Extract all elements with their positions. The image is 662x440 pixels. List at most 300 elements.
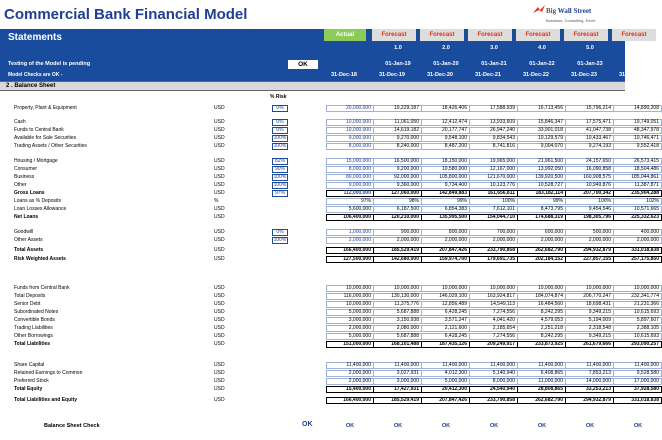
value-cell[interactable]: 12,856,489 bbox=[422, 301, 470, 308]
value-cell[interactable]: 10,528,727 bbox=[518, 182, 566, 189]
row-label: Net Loans bbox=[14, 214, 39, 220]
value-cell[interactable]: 800,000 bbox=[422, 229, 470, 236]
value-cell[interactable]: 16,090,858 bbox=[566, 166, 614, 173]
value-cell[interactable]: 257,175,850 bbox=[614, 256, 662, 263]
risk-percent-input[interactable]: 82% bbox=[272, 158, 288, 165]
row-unit: USD bbox=[214, 182, 225, 188]
value-cell[interactable]: 233,873,925 bbox=[518, 341, 566, 348]
value-cell[interactable]: 8,473,795 bbox=[518, 206, 566, 213]
value-cell[interactable]: 10,571,665 bbox=[614, 206, 662, 213]
value-cell[interactable]: 11,000,000 bbox=[518, 378, 566, 385]
value-cell[interactable]: 9,000,000 bbox=[326, 182, 374, 189]
value-cell[interactable]: 15,000,000 bbox=[326, 158, 374, 165]
row-unit: USD bbox=[214, 341, 225, 347]
row-label: Funds to Central Bank bbox=[14, 127, 64, 133]
value-cell[interactable]: 9,274,193 bbox=[566, 143, 614, 150]
value-cell[interactable]: 166,400,000 bbox=[326, 397, 374, 404]
value-cell[interactable]: 154,044,710 bbox=[470, 214, 518, 221]
value-cell[interactable]: 2,000,000 bbox=[374, 237, 422, 244]
value-cell[interactable]: 160,908,575 bbox=[566, 174, 614, 181]
value-cell[interactable]: 2,318,548 bbox=[566, 325, 614, 332]
value-cell[interactable]: 1,000,000 bbox=[326, 229, 374, 236]
value-cell[interactable]: 2,000,000 bbox=[614, 237, 662, 244]
row-unit: USD bbox=[214, 127, 225, 133]
table-row bbox=[0, 214, 659, 221]
testing-status[interactable]: OK bbox=[288, 60, 318, 69]
value-cell[interactable]: 9,004,070 bbox=[518, 143, 566, 150]
value-cell[interactable]: 233,790,858 bbox=[470, 247, 518, 254]
value-cell[interactable]: 206,770,247 bbox=[566, 293, 614, 300]
table-row bbox=[0, 174, 659, 181]
value-cell[interactable]: 294,932,879 bbox=[566, 397, 614, 404]
value-cell[interactable]: 10,000,000 bbox=[326, 301, 374, 308]
value-cell[interactable]: 10,746,471 bbox=[614, 135, 662, 142]
value-cell[interactable]: 5,897,607 bbox=[614, 317, 662, 324]
value-cell[interactable]: 9,552,418 bbox=[614, 143, 662, 150]
value-cell[interactable]: 7,612,101 bbox=[470, 206, 518, 213]
value-cell[interactable]: 5,687,888 bbox=[374, 333, 422, 340]
value-cell[interactable]: 6,408,865 bbox=[518, 370, 566, 377]
value-cell[interactable]: 19,749,051 bbox=[614, 119, 662, 126]
value-cell[interactable]: 2,000,000 bbox=[326, 237, 374, 244]
closing-date: 31-Dec-19 bbox=[379, 72, 405, 78]
value-cell[interactable]: 12,412,474 bbox=[422, 119, 470, 126]
value-cell[interactable]: 105,800,000 bbox=[422, 174, 470, 181]
value-cell[interactable]: 10,000,000 bbox=[566, 285, 614, 292]
value-cell[interactable]: 331,018,838 bbox=[614, 397, 662, 404]
value-cell[interactable]: 127,500,000 bbox=[326, 256, 374, 263]
value-cell[interactable]: 21,961,500 bbox=[518, 158, 566, 165]
table-row bbox=[0, 285, 659, 292]
value-cell[interactable]: 5,000,000 bbox=[422, 378, 470, 385]
value-cell[interactable]: 10,129,579 bbox=[518, 135, 566, 142]
value-cell[interactable]: 187,435,126 bbox=[422, 341, 470, 348]
value-cell[interactable]: 100% bbox=[470, 198, 518, 205]
value-cell[interactable]: 163,924,817 bbox=[470, 293, 518, 300]
value-cell[interactable]: 235,904,288 bbox=[614, 190, 662, 197]
value-cell[interactable]: 331,018,838 bbox=[614, 247, 662, 254]
risk-percent-input[interactable]: 97% bbox=[272, 190, 288, 197]
value-cell[interactable]: 2,000,000 bbox=[326, 325, 374, 332]
row-label: Gross Loans bbox=[14, 190, 45, 196]
value-cell[interactable]: 8,242,295 bbox=[518, 309, 566, 316]
row-unit: USD bbox=[214, 190, 225, 196]
forecast-column-header: Forecast bbox=[612, 29, 656, 41]
section-title: 2 . Balance Sheet bbox=[6, 83, 56, 89]
value-cell[interactable]: 232,341,774 bbox=[614, 293, 662, 300]
table-row bbox=[0, 341, 659, 348]
value-cell[interactable]: 10,000,000 bbox=[326, 119, 374, 126]
value-cell[interactable]: 9,454,546 bbox=[566, 206, 614, 213]
risk-percent-input[interactable]: 0% bbox=[272, 105, 288, 112]
value-cell[interactable]: 10,615,693 bbox=[614, 333, 662, 340]
value-cell[interactable]: 8,741,816 bbox=[470, 143, 518, 150]
value-cell[interactable]: 11,400,000 bbox=[326, 362, 374, 369]
check-cell: OK bbox=[345, 423, 355, 429]
row-label: Housing / Mortgage bbox=[14, 158, 58, 164]
value-cell[interactable]: 8,000,000 bbox=[326, 143, 374, 150]
model-checks-label: Model Checks are OK - bbox=[8, 72, 63, 78]
value-cell[interactable]: 2,388,105 bbox=[614, 325, 662, 332]
value-cell[interactable]: 184,074,874 bbox=[518, 293, 566, 300]
value-cell[interactable]: 3,027,931 bbox=[374, 370, 422, 377]
row-label: Total Liabilities and Equity bbox=[14, 397, 77, 403]
value-cell[interactable]: 700,000 bbox=[470, 229, 518, 236]
value-cell[interactable]: 209,249,917 bbox=[470, 341, 518, 348]
value-cell[interactable]: 24,540,940 bbox=[470, 386, 518, 393]
value-cell[interactable]: 207,847,426 bbox=[422, 247, 470, 254]
value-cell[interactable]: 10,615,693 bbox=[614, 309, 662, 316]
value-cell[interactable]: 121,670,000 bbox=[470, 174, 518, 181]
row-label: Loans as % Deposits bbox=[14, 198, 61, 204]
row-unit: USD bbox=[214, 293, 225, 299]
value-cell[interactable]: 21,231,366 bbox=[614, 301, 662, 308]
table-row bbox=[0, 198, 659, 205]
opening-date: 01-Jan-19 bbox=[385, 61, 411, 67]
value-cell[interactable]: 9,000,000 bbox=[326, 135, 374, 142]
value-cell[interactable]: 500,000 bbox=[566, 229, 614, 236]
value-cell[interactable]: 11,400,000 bbox=[566, 362, 614, 369]
value-cell[interactable]: 92,000,000 bbox=[374, 174, 422, 181]
value-cell[interactable]: 261,679,666 bbox=[566, 341, 614, 348]
value-cell[interactable]: 14,619,182 bbox=[374, 127, 422, 134]
value-cell[interactable]: 9,270,000 bbox=[374, 135, 422, 142]
risk-percent-input[interactable]: 0% bbox=[272, 229, 288, 236]
balance-sheet-check-row bbox=[0, 421, 643, 431]
value-cell[interactable]: 7,274,556 bbox=[470, 333, 518, 340]
value-cell[interactable]: 135,995,500 bbox=[422, 214, 470, 221]
row-label: Retained Earnings to Common bbox=[14, 370, 83, 376]
row-unit: USD bbox=[214, 397, 225, 403]
value-cell[interactable]: 8,487,200 bbox=[422, 143, 470, 150]
value-cell[interactable]: 11,061,050 bbox=[374, 119, 422, 126]
row-unit: USD bbox=[214, 386, 225, 392]
value-cell[interactable]: 6,187,500 bbox=[374, 206, 422, 213]
value-cell[interactable]: 7,853,213 bbox=[566, 370, 614, 377]
value-cell[interactable]: 9,548,100 bbox=[422, 135, 470, 142]
value-cell[interactable]: 14,549,113 bbox=[470, 301, 518, 308]
value-cell[interactable]: 166,400,000 bbox=[326, 247, 374, 254]
row-label: Trading Assets / Other Securities bbox=[14, 143, 87, 149]
row-unit: USD bbox=[214, 247, 225, 253]
row-unit: USD bbox=[214, 237, 225, 243]
table-row bbox=[0, 119, 659, 126]
row-unit: % bbox=[214, 198, 219, 204]
value-cell[interactable]: 11,400,000 bbox=[614, 362, 662, 369]
value-cell[interactable]: 10,433,467 bbox=[566, 135, 614, 142]
value-cell[interactable]: 19,965,000 bbox=[470, 158, 518, 165]
risk-percent-input[interactable]: 100% bbox=[273, 135, 287, 141]
value-cell[interactable]: 4,579,053 bbox=[518, 317, 566, 324]
value-cell[interactable]: 19,229,187 bbox=[374, 105, 422, 112]
value-cell[interactable]: 18,698,431 bbox=[566, 301, 614, 308]
value-cell[interactable]: 9,349,215 bbox=[566, 333, 614, 340]
value-cell[interactable]: 400,000 bbox=[614, 229, 662, 236]
value-cell[interactable]: 14,000,000 bbox=[566, 378, 614, 385]
value-cell[interactable]: 48,347,978 bbox=[614, 127, 662, 134]
value-cell[interactable]: 100% bbox=[566, 198, 614, 205]
forecast-column-header: Forecast bbox=[564, 29, 608, 41]
value-cell[interactable]: 5,194,009 bbox=[566, 317, 614, 324]
statements-title: Statements bbox=[8, 32, 62, 43]
closing-date: 31-Dec-20 bbox=[427, 72, 453, 78]
value-cell[interactable]: 3,571,247 bbox=[422, 317, 470, 324]
value-cell[interactable]: 159,974,700 bbox=[422, 256, 470, 263]
value-cell[interactable]: 18,150,000 bbox=[422, 158, 470, 165]
value-cell[interactable]: 2,000,000 bbox=[326, 370, 374, 377]
value-cell[interactable]: 80,000,000 bbox=[326, 174, 374, 181]
bird-logo-icon bbox=[532, 3, 546, 17]
value-cell[interactable]: 20,000,000 bbox=[326, 105, 374, 112]
value-cell[interactable]: 99% bbox=[422, 198, 470, 205]
value-cell[interactable]: 17,000,000 bbox=[614, 378, 662, 385]
closing-date: 31-Dec-22 bbox=[523, 72, 549, 78]
risk-percent-input[interactable]: 100% bbox=[273, 237, 287, 243]
value-cell[interactable]: 293,090,257 bbox=[614, 341, 662, 348]
opening-date: 01-Jan-20 bbox=[433, 61, 459, 67]
value-cell[interactable]: 16,484,560 bbox=[518, 301, 566, 308]
row-unit: USD bbox=[214, 333, 225, 339]
value-cell[interactable]: 233,790,858 bbox=[470, 397, 518, 404]
value-cell[interactable]: 10,123,776 bbox=[470, 182, 518, 189]
value-cell[interactable]: 33,901,018 bbox=[518, 127, 566, 134]
value-cell[interactable]: 142,849,883 bbox=[422, 190, 470, 197]
value-cell[interactable]: 5,000,000 bbox=[326, 309, 374, 316]
table-row bbox=[0, 386, 659, 393]
value-cell[interactable]: 9,360,000 bbox=[374, 182, 422, 189]
value-cell[interactable]: 8,240,000 bbox=[374, 143, 422, 150]
value-cell[interactable]: 10,000,000 bbox=[518, 285, 566, 292]
check-cell: OK bbox=[633, 423, 643, 429]
value-cell[interactable]: 127,060,000 bbox=[374, 190, 422, 197]
value-cell[interactable]: 106,400,000 bbox=[326, 214, 374, 221]
table-row bbox=[0, 166, 659, 173]
row-label: Preferred Stock bbox=[14, 378, 49, 384]
value-cell[interactable]: 26,573,415 bbox=[614, 158, 662, 165]
value-cell[interactable]: 185,044,861 bbox=[614, 174, 662, 181]
value-cell[interactable]: 10,000,000 bbox=[470, 285, 518, 292]
period-number: 2.0 bbox=[442, 45, 450, 51]
value-cell[interactable]: 18,504,486 bbox=[614, 166, 662, 173]
value-cell[interactable]: 4,012,300 bbox=[422, 370, 470, 377]
value-cell[interactable]: 15,846,347 bbox=[518, 119, 566, 126]
row-label: Other bbox=[14, 182, 27, 188]
row-unit: USD bbox=[214, 143, 225, 149]
value-cell[interactable]: 13,933,609 bbox=[470, 119, 518, 126]
row-label: Funds from Central Bank bbox=[14, 285, 70, 291]
row-label: Cash bbox=[14, 119, 26, 125]
value-cell[interactable]: 142,680,000 bbox=[374, 256, 422, 263]
value-cell[interactable]: 202,184,152 bbox=[518, 256, 566, 263]
value-cell[interactable]: 2,000,000 bbox=[566, 237, 614, 244]
value-cell[interactable]: 5,600,000 bbox=[326, 206, 374, 213]
value-cell[interactable]: 2,000,000 bbox=[326, 378, 374, 385]
value-cell[interactable]: 2,185,654 bbox=[470, 325, 518, 332]
period-number: 5.0 bbox=[586, 45, 594, 51]
value-cell[interactable]: 16,500,000 bbox=[374, 158, 422, 165]
risk-percent-input[interactable]: 100% bbox=[273, 182, 287, 188]
value-cell[interactable]: 10,580,000 bbox=[422, 166, 470, 173]
value-cell[interactable]: 185,529,419 bbox=[374, 247, 422, 254]
value-cell[interactable]: 11,375,776 bbox=[374, 301, 422, 308]
table-row bbox=[0, 309, 659, 316]
row-label: Total Deposits bbox=[14, 293, 46, 299]
value-cell[interactable]: 9,200,000 bbox=[374, 166, 422, 173]
value-cell[interactable]: 20,412,300 bbox=[422, 386, 470, 393]
value-cell[interactable]: 5,140,940 bbox=[470, 370, 518, 377]
table-row bbox=[0, 158, 659, 165]
value-cell[interactable]: 10,000,000 bbox=[374, 285, 422, 292]
value-cell[interactable]: 227,857,155 bbox=[566, 256, 614, 263]
value-cell[interactable]: 168,101,488 bbox=[374, 341, 422, 348]
value-cell[interactable]: 112,000,000 bbox=[326, 190, 374, 197]
value-cell[interactable]: 41,047,738 bbox=[566, 127, 614, 134]
value-cell[interactable]: 116,000,000 bbox=[326, 293, 374, 300]
row-label: Consumer bbox=[14, 166, 38, 172]
logo-tagline: Business, Consulting, Excel bbox=[546, 18, 596, 23]
value-cell[interactable]: 6,854,383 bbox=[422, 206, 470, 213]
value-cell[interactable]: 18,426,406 bbox=[422, 105, 470, 112]
value-cell[interactable]: 11,400,000 bbox=[518, 362, 566, 369]
value-cell[interactable]: 120,210,000 bbox=[374, 214, 422, 221]
value-cell[interactable]: 2,000,000 bbox=[422, 237, 470, 244]
value-cell[interactable]: 15,400,000 bbox=[326, 386, 374, 393]
value-cell[interactable]: 9,734,400 bbox=[422, 182, 470, 189]
value-cell[interactable]: 146,029,100 bbox=[422, 293, 470, 300]
value-cell[interactable]: 2,251,218 bbox=[518, 325, 566, 332]
value-cell[interactable]: 20,177,747 bbox=[422, 127, 470, 134]
value-cell[interactable]: 2,000,000 bbox=[518, 237, 566, 244]
risk-percent-input[interactable]: 100% bbox=[273, 174, 287, 180]
value-cell[interactable]: 3,000,000 bbox=[326, 317, 374, 324]
row-unit: USD bbox=[214, 362, 225, 368]
value-cell[interactable]: 5,687,888 bbox=[374, 309, 422, 316]
value-cell[interactable]: 8,000,000 bbox=[470, 378, 518, 385]
value-cell[interactable]: 2,000,000 bbox=[470, 237, 518, 244]
risk-percent-input[interactable]: 100% bbox=[273, 143, 287, 149]
value-cell[interactable]: 207,700,342 bbox=[566, 190, 614, 197]
table-row bbox=[0, 301, 659, 308]
value-cell[interactable]: 11,400,000 bbox=[422, 362, 470, 369]
value-cell[interactable]: 161,656,811 bbox=[470, 190, 518, 197]
check-label: Balance Sheet Check bbox=[44, 423, 100, 429]
value-cell[interactable]: 179,691,735 bbox=[470, 256, 518, 263]
value-cell[interactable]: 3,000,000 bbox=[374, 378, 422, 385]
value-cell[interactable]: 185,529,419 bbox=[374, 397, 422, 404]
value-cell[interactable]: 294,932,879 bbox=[566, 247, 614, 254]
value-cell[interactable]: 2,121,600 bbox=[422, 325, 470, 332]
value-cell[interactable]: 600,000 bbox=[518, 229, 566, 236]
value-cell[interactable]: 17,427,931 bbox=[374, 386, 422, 393]
value-cell[interactable]: 17,588,939 bbox=[470, 105, 518, 112]
value-cell[interactable]: 9,528,580 bbox=[614, 370, 662, 377]
value-cell[interactable]: 7,274,556 bbox=[470, 309, 518, 316]
value-cell[interactable]: 4,041,420 bbox=[470, 317, 518, 324]
value-cell[interactable]: 198,305,796 bbox=[566, 214, 614, 221]
value-cell[interactable]: 10,000,000 bbox=[614, 285, 662, 292]
value-cell[interactable]: 3,150,938 bbox=[374, 317, 422, 324]
value-cell[interactable]: 10,000,000 bbox=[422, 285, 470, 292]
value-cell[interactable]: 6,428,245 bbox=[422, 309, 470, 316]
value-cell[interactable]: 174,688,319 bbox=[518, 214, 566, 221]
forecast-column-header: Forecast bbox=[420, 29, 464, 41]
table-row bbox=[0, 325, 659, 332]
value-cell[interactable]: 10,000,000 bbox=[326, 127, 374, 134]
risk-percent-input[interactable]: 0% bbox=[272, 127, 288, 134]
value-cell[interactable]: 15,796,214 bbox=[566, 105, 614, 112]
value-cell[interactable]: 900,000 bbox=[374, 229, 422, 236]
row-unit: USD bbox=[214, 135, 225, 141]
testing-label: Testing of the Model is pending bbox=[8, 61, 91, 67]
row-unit: USD bbox=[214, 105, 225, 111]
risk-percent-input[interactable]: 0% bbox=[272, 119, 288, 126]
risk-percent-input[interactable]: 90% bbox=[272, 166, 288, 173]
table-row bbox=[0, 206, 659, 213]
value-cell[interactable]: 2,080,000 bbox=[374, 325, 422, 332]
value-cell[interactable]: 24,157,650 bbox=[566, 158, 614, 165]
value-cell[interactable]: 98% bbox=[374, 198, 422, 205]
value-cell[interactable]: 11,387,871 bbox=[614, 182, 662, 189]
value-cell[interactable]: 10,000,000 bbox=[326, 285, 374, 292]
value-cell[interactable]: 102% bbox=[614, 198, 662, 205]
value-cell[interactable]: 11,400,000 bbox=[374, 362, 422, 369]
table-row bbox=[0, 333, 659, 340]
table-row bbox=[0, 105, 659, 112]
value-cell[interactable]: 99% bbox=[518, 198, 566, 205]
row-unit: USD bbox=[214, 158, 225, 164]
value-cell[interactable]: 9,834,543 bbox=[470, 135, 518, 142]
value-cell[interactable]: 130,130,000 bbox=[374, 293, 422, 300]
period-number: 4.0 bbox=[538, 45, 546, 51]
value-cell[interactable]: 12,167,000 bbox=[470, 166, 518, 173]
value-cell[interactable]: 151,000,000 bbox=[326, 341, 374, 348]
value-cell[interactable]: 8,242,295 bbox=[518, 333, 566, 340]
value-cell[interactable]: 26,947,240 bbox=[470, 127, 518, 134]
row-label: Senior Debt bbox=[14, 301, 41, 307]
closing-date: 31-Dec-21 bbox=[475, 72, 501, 78]
value-cell[interactable]: 6,428,245 bbox=[422, 333, 470, 340]
row-unit: USD bbox=[214, 370, 225, 376]
value-cell[interactable]: 28,808,865 bbox=[518, 386, 566, 393]
forecast-column-header: Forecast bbox=[516, 29, 560, 41]
value-cell[interactable]: 183,182,114 bbox=[518, 190, 566, 197]
value-cell[interactable]: 37,928,580 bbox=[614, 386, 662, 393]
value-cell[interactable]: 13,992,050 bbox=[518, 166, 566, 173]
value-cell[interactable]: 17,575,471 bbox=[566, 119, 614, 126]
value-cell[interactable]: 10,949,876 bbox=[566, 182, 614, 189]
value-cell[interactable]: 14,890,208 bbox=[614, 105, 662, 112]
value-cell[interactable]: 5,000,000 bbox=[326, 333, 374, 340]
value-cell[interactable]: 262,682,790 bbox=[518, 247, 566, 254]
value-cell[interactable]: 225,332,623 bbox=[614, 214, 662, 221]
value-cell[interactable]: 33,253,213 bbox=[566, 386, 614, 393]
value-cell[interactable]: 262,682,790 bbox=[518, 397, 566, 404]
row-label: Total Equity bbox=[14, 386, 43, 392]
value-cell[interactable]: 16,713,456 bbox=[518, 105, 566, 112]
table-row bbox=[0, 190, 659, 197]
check-cell: OK bbox=[537, 423, 547, 429]
value-cell[interactable]: 207,847,426 bbox=[422, 397, 470, 404]
value-cell[interactable]: 97% bbox=[326, 198, 374, 205]
value-cell[interactable]: 139,920,500 bbox=[518, 174, 566, 181]
value-cell[interactable]: 8,000,000 bbox=[326, 166, 374, 173]
opening-date: 01-Jan-22 bbox=[529, 61, 555, 67]
table-row bbox=[0, 182, 659, 189]
row-unit: USD bbox=[214, 229, 225, 235]
value-cell[interactable]: 9,349,215 bbox=[566, 309, 614, 316]
value-cell[interactable]: 11,400,000 bbox=[470, 362, 518, 369]
forecast-column-header: Forecast bbox=[372, 29, 416, 41]
